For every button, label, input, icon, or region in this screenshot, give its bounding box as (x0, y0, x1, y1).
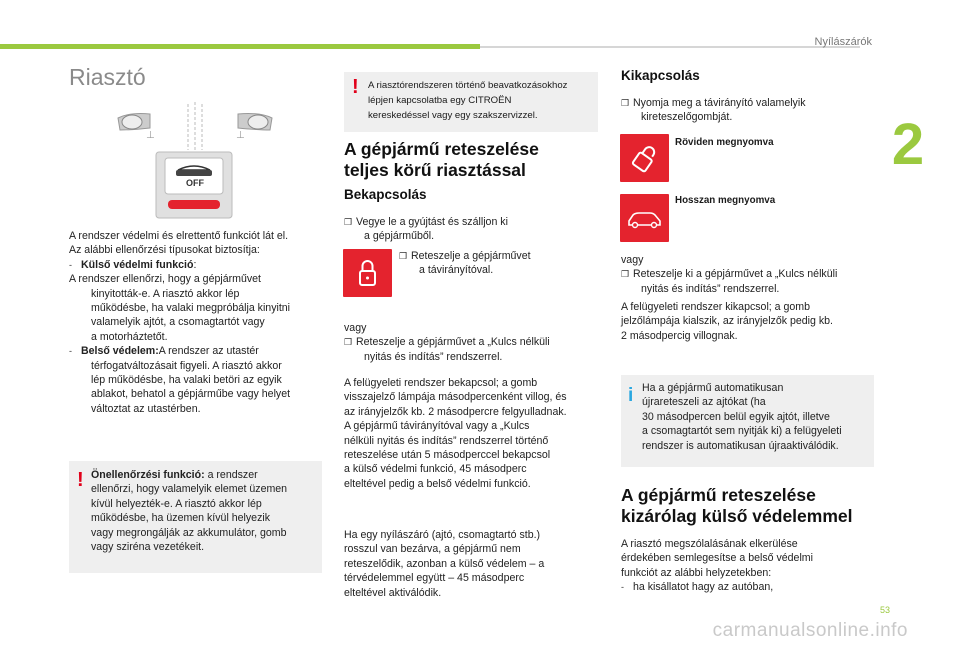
ext-line: működésbe, ha valaki megpróbálja kinyitni (91, 302, 291, 315)
ext-line: A rendszer ellenőrzi, hogy a gépjárművet (69, 273, 261, 286)
watermark: carmanualsonline.info (712, 620, 908, 641)
warning-line: kereskedéssel vagy egy szakszervizzel. (368, 110, 538, 121)
selfcheck-line: a rendszer (207, 469, 258, 481)
para-line: az irányjelzők kb. 2 másodpercre felgyulladnak. (344, 405, 567, 418)
header-accent-bar (0, 44, 480, 49)
step-line: nyitás és indítás” rendszerrel. (364, 350, 503, 363)
heading-line: kizárólag külső védelemmel (621, 506, 853, 526)
para-line: A felügyeleti rendszer kikapcsol; a gomb (621, 301, 811, 313)
step-1 (344, 215, 584, 244)
para-line: jelzőlámpája kialszik, az irányjelzők pedig kb. (621, 315, 833, 328)
heading-line: teljes körű riasztással (344, 160, 526, 180)
step-line: nyitás és indítás” rendszerrel. (641, 282, 780, 295)
para-line: nélküli nyitás és indítás” rendszerrel történő (344, 434, 549, 447)
dash-marker: - (621, 582, 624, 593)
para-line: érdekében semlegesítse a belső védelmi (621, 552, 813, 565)
section-heading-external (621, 485, 853, 527)
selfcheck-line: vagy megrongálják az akkumulátor, gomb (91, 526, 287, 539)
int-line: változtat az utastérben. (91, 402, 201, 415)
info-icon: i (628, 385, 634, 406)
int-line: ablakot, behatol a gépjárműbe vagy helyet (91, 388, 291, 401)
door-open-paragraph (344, 528, 604, 600)
int-line: lép működésbe, ha valaki betöri az egyik (91, 374, 282, 387)
step-line: Reteszelje a gépjárművet a „Kulcs nélküli (356, 336, 550, 349)
info-line: a csomagtartót sem nyitják ki) a felügyeleti (642, 425, 842, 438)
info-line: rendszer is automatikusan újraaktiválódik. (642, 439, 839, 452)
deact-step-1 (621, 96, 871, 125)
warning-line: A riasztórendszeren történő beavatkozásokhoz (368, 80, 568, 91)
selfcheck-line: ellenőrzi, hogy valamelyik elemet üzemen (91, 483, 288, 496)
page-number: 53 (879, 605, 890, 615)
info-line: Ha a gépjármű automatikusan (642, 382, 784, 394)
or-label: vagy (621, 254, 644, 266)
car-unlock-button-icon (620, 194, 669, 242)
step-line: Reteszelje a gépjárművet (411, 250, 531, 262)
para-line: 2 másodpercig villognak. (621, 329, 738, 342)
ext-line: valamelyik ajtót, a csomagtartót vagy (91, 316, 265, 329)
lock-button-icon (343, 249, 392, 297)
square-bullet-icon: ❒ (344, 337, 353, 348)
alarm-illustration (110, 100, 280, 220)
unlock-button-icon (620, 134, 669, 182)
section-title: Nyílászárók (814, 36, 872, 48)
para-line: A felügyeleti rendszer bekapcsol; a gomb (344, 377, 538, 389)
int-line: térfogatváltozásait figyeli. A riasztó akkor (91, 359, 282, 372)
external-paragraph (621, 537, 881, 595)
car-interior-sensors-icon (110, 100, 280, 220)
para-line: reteszelődik, azonban a külső védelem – a (344, 557, 545, 570)
warning-line: lépjen kapcsolatba egy CITROËN (368, 95, 512, 106)
square-bullet-icon: ❒ (344, 217, 353, 227)
heading-line: A gépjármű reteszelése (344, 139, 539, 159)
para-line: A gépjármű távirányítóval vagy a „Kulcs (344, 420, 530, 433)
page-title: Riasztó (69, 64, 146, 90)
ext-line: a motorháztetőt. (91, 330, 168, 343)
item-text: ha kisállatot hagy az autóban, (633, 581, 774, 594)
para-line: elteltével pedig a belső védelmi funkció. (344, 477, 531, 490)
square-bullet-icon: ❒ (399, 251, 408, 261)
col1-body (69, 229, 319, 416)
svg-text:⊥: ⊥ (146, 130, 155, 141)
short-press-label: Röviden megnyomva (675, 137, 774, 148)
alarm-off-label: OFF (186, 178, 204, 188)
step-line: a távirányítóval. (419, 264, 494, 277)
subheading-deactivation: Kikapcsolás (621, 68, 700, 83)
svg-text:⊥: ⊥ (236, 130, 245, 141)
ext-label: Külső védelmi funkció (81, 258, 194, 271)
step-3 (344, 321, 594, 364)
long-press-label: Hosszan megnyomva (675, 195, 776, 206)
deactivation-paragraph (621, 300, 881, 343)
int-label: Belső védelem: (81, 345, 159, 358)
step-line: Reteszelje ki a gépjárművet a „Kulcs nélküli (633, 268, 838, 281)
step-line: kireteszelőgombját. (641, 111, 733, 124)
warning-icon: ! (77, 469, 84, 491)
selfcheck-line: kívül helyezték-e. A riasztó akkor lép (91, 497, 262, 510)
dash-marker: - (69, 259, 72, 270)
chapter-number: 2 (891, 112, 925, 177)
square-bullet-icon: ❒ (621, 269, 630, 280)
intro-line: Az alábbi ellenőrzési típusokat biztosítja: (69, 244, 260, 257)
list-item (69, 258, 319, 272)
para-line: elteltével aktiválódik. (344, 586, 442, 599)
dash-marker: - (69, 346, 72, 357)
selfcheck-warning-box (69, 461, 322, 573)
para-line: térvédelemmel együtt – 45 másodperc (344, 572, 525, 585)
para-line: A riasztó megszólalásának elkerülése (621, 538, 798, 550)
section-heading (344, 139, 539, 181)
para-line: rosszul van bezárva, a gépjármű nem (344, 543, 521, 556)
heading-line: A gépjármű reteszelése (621, 485, 816, 505)
ext-line: kinyitották-e. A riasztó akkor lép (91, 287, 240, 300)
info-line: 30 másodpercen belül egyik ajtót, illetve (642, 410, 830, 423)
list-item (621, 580, 881, 594)
intro-line: A rendszer védelmi és elrettentő funkciót lát el. (69, 230, 289, 242)
step-line: Nyomja meg a távirányító valamelyik (633, 97, 806, 109)
step-line: a gépjárműből. (364, 230, 435, 243)
selfcheck-line: vagy sziréna vezetékeit. (91, 541, 205, 554)
step-line: Vegye le a gyújtást és szálljon ki (356, 216, 508, 228)
warning-icon: ! (352, 76, 359, 98)
para-line: funkciót az alábbi helyzetekben: (621, 566, 772, 579)
selfcheck-line: működésbe, ha üzemen kívül helyezik (91, 512, 271, 525)
subheading-activation: Bekapcsolás (344, 187, 427, 202)
selfcheck-label: Önellenőrzési funkció: (91, 469, 205, 481)
header-rule (480, 46, 860, 48)
dealer-warning-box (344, 72, 598, 132)
or-label: vagy (344, 322, 367, 334)
para-line: Ha egy nyílászáró (ajtó, csomagtartó stb.) (344, 529, 541, 541)
step-2 (399, 249, 589, 278)
int-line: A rendszer az utastér (158, 345, 259, 358)
relock-info-box (621, 375, 874, 467)
info-line: újrareteszeli az ajtókat (ha (642, 396, 766, 409)
square-bullet-icon: ❒ (621, 98, 630, 108)
para-line: visszajelző lámpája másodpercenként villog, és (344, 391, 567, 404)
deact-step-2 (621, 253, 881, 296)
list-item (69, 344, 319, 358)
para-line: reteszelése után 5 másodperccel bekapcsol (344, 449, 551, 462)
colon: : (193, 258, 197, 271)
activation-paragraph (344, 376, 604, 491)
para-line: a külső védelmi funkció, 45 másodperc (344, 463, 527, 476)
